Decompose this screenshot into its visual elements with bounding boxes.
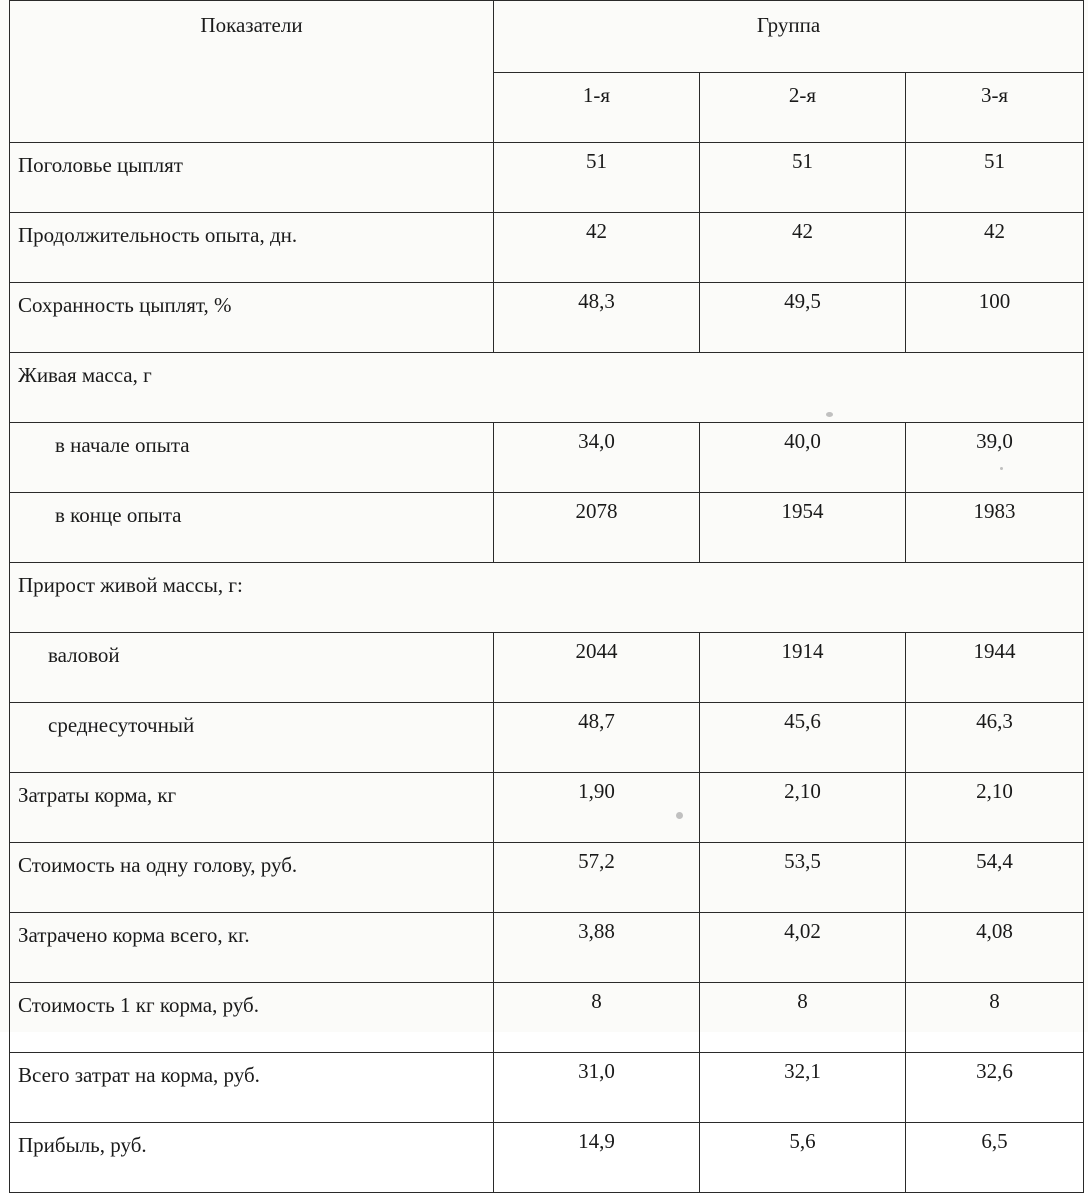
table-row	[10, 843, 1084, 913]
table-row	[10, 913, 1084, 983]
value-cell-group-3: 100	[906, 283, 1084, 353]
value-cell-group-2: 40,0	[700, 423, 906, 493]
value-cell-group-1: 34,0	[494, 423, 700, 493]
value-cell-group-1: 48,3	[494, 283, 700, 353]
value-cell-group-2: 2,10	[700, 773, 906, 843]
value-cell-group-2: 8	[700, 983, 906, 1053]
value-cell-group-3: 32,6	[906, 1053, 1084, 1123]
table-row	[10, 1053, 1084, 1123]
value-cell-group-2: 32,1	[700, 1053, 906, 1123]
value-cell-group-1: 31,0	[494, 1053, 700, 1123]
value-cell-group-3: 39,0	[906, 423, 1084, 493]
table-row	[10, 983, 1084, 1053]
group-header-2: 2-я	[700, 73, 906, 143]
row-label: Затраты корма, кг	[10, 773, 494, 843]
row-label: Прибыль, руб.	[10, 1123, 494, 1193]
table-body	[10, 143, 1084, 1193]
value-cell-group-2: 1954	[700, 493, 906, 563]
row-label: Поголовье цыплят	[10, 143, 494, 213]
value-cell-group-2: 45,6	[700, 703, 906, 773]
group-header-3: 3-я	[906, 73, 1084, 143]
group-header-1: 1-я	[494, 73, 700, 143]
scan-speck	[676, 812, 683, 819]
row-label: Стоимость 1 кг корма, руб.	[10, 983, 494, 1053]
value-cell-group-1: 3,88	[494, 913, 700, 983]
table-row	[10, 493, 1084, 563]
value-cell-group-1: 42	[494, 213, 700, 283]
value-cell-group-3: 1944	[906, 633, 1084, 703]
table-row	[10, 143, 1084, 213]
results-table	[9, 0, 1084, 1193]
table-row	[10, 633, 1084, 703]
row-label: в конце опыта	[10, 493, 494, 563]
scan-speck	[1000, 467, 1003, 470]
value-cell-group-2: 1914	[700, 633, 906, 703]
value-cell-group-3: 46,3	[906, 703, 1084, 773]
value-cell-group-3: 54,4	[906, 843, 1084, 913]
table-row	[10, 423, 1084, 493]
value-cell-group-3: 2,10	[906, 773, 1084, 843]
value-cell-group-3: 51	[906, 143, 1084, 213]
value-cell-group-1: 2044	[494, 633, 700, 703]
value-cell-group-1: 14,9	[494, 1123, 700, 1193]
value-cell-group-1: 48,7	[494, 703, 700, 773]
row-label: Затрачено корма всего, кг.	[10, 913, 494, 983]
row-label: среднесуточный	[10, 703, 494, 773]
table-row	[10, 283, 1084, 353]
value-cell-group-3: 4,08	[906, 913, 1084, 983]
value-cell-group-1: 57,2	[494, 843, 700, 913]
table-row	[10, 213, 1084, 283]
value-cell-group-1: 2078	[494, 493, 700, 563]
table-row	[10, 563, 1084, 633]
row-label: в начале опыта	[10, 423, 494, 493]
value-cell-group-3: 1983	[906, 493, 1084, 563]
value-cell-group-1: 1,90	[494, 773, 700, 843]
value-cell-group-2: 4,02	[700, 913, 906, 983]
value-cell-group-1: 51	[494, 143, 700, 213]
group-header: Группа	[494, 1, 1084, 73]
row-label: Сохранность цыплят, %	[10, 283, 494, 353]
indicator-header: Показатели	[10, 1, 494, 143]
value-cell-group-2: 5,6	[700, 1123, 906, 1193]
row-label: Стоимость на одну голову, руб.	[10, 843, 494, 913]
row-label: Всего затрат на корма, руб.	[10, 1053, 494, 1123]
value-cell-group-3: 8	[906, 983, 1084, 1053]
value-cell-group-2: 42	[700, 213, 906, 283]
header-row-group	[10, 1, 1084, 73]
table-row	[10, 353, 1084, 423]
table-row	[10, 1123, 1084, 1193]
table-row	[10, 773, 1084, 843]
value-cell-group-1: 8	[494, 983, 700, 1053]
value-cell-group-2: 51	[700, 143, 906, 213]
row-label: валовой	[10, 633, 494, 703]
table-row	[10, 703, 1084, 773]
row-label: Прирост живой массы, г:	[10, 563, 1084, 633]
value-cell-group-2: 53,5	[700, 843, 906, 913]
row-label: Живая масса, г	[10, 353, 1084, 423]
scan-speck	[826, 412, 833, 417]
value-cell-group-3: 6,5	[906, 1123, 1084, 1193]
value-cell-group-2: 49,5	[700, 283, 906, 353]
row-label: Продолжительность опыта, дн.	[10, 213, 494, 283]
value-cell-group-3: 42	[906, 213, 1084, 283]
